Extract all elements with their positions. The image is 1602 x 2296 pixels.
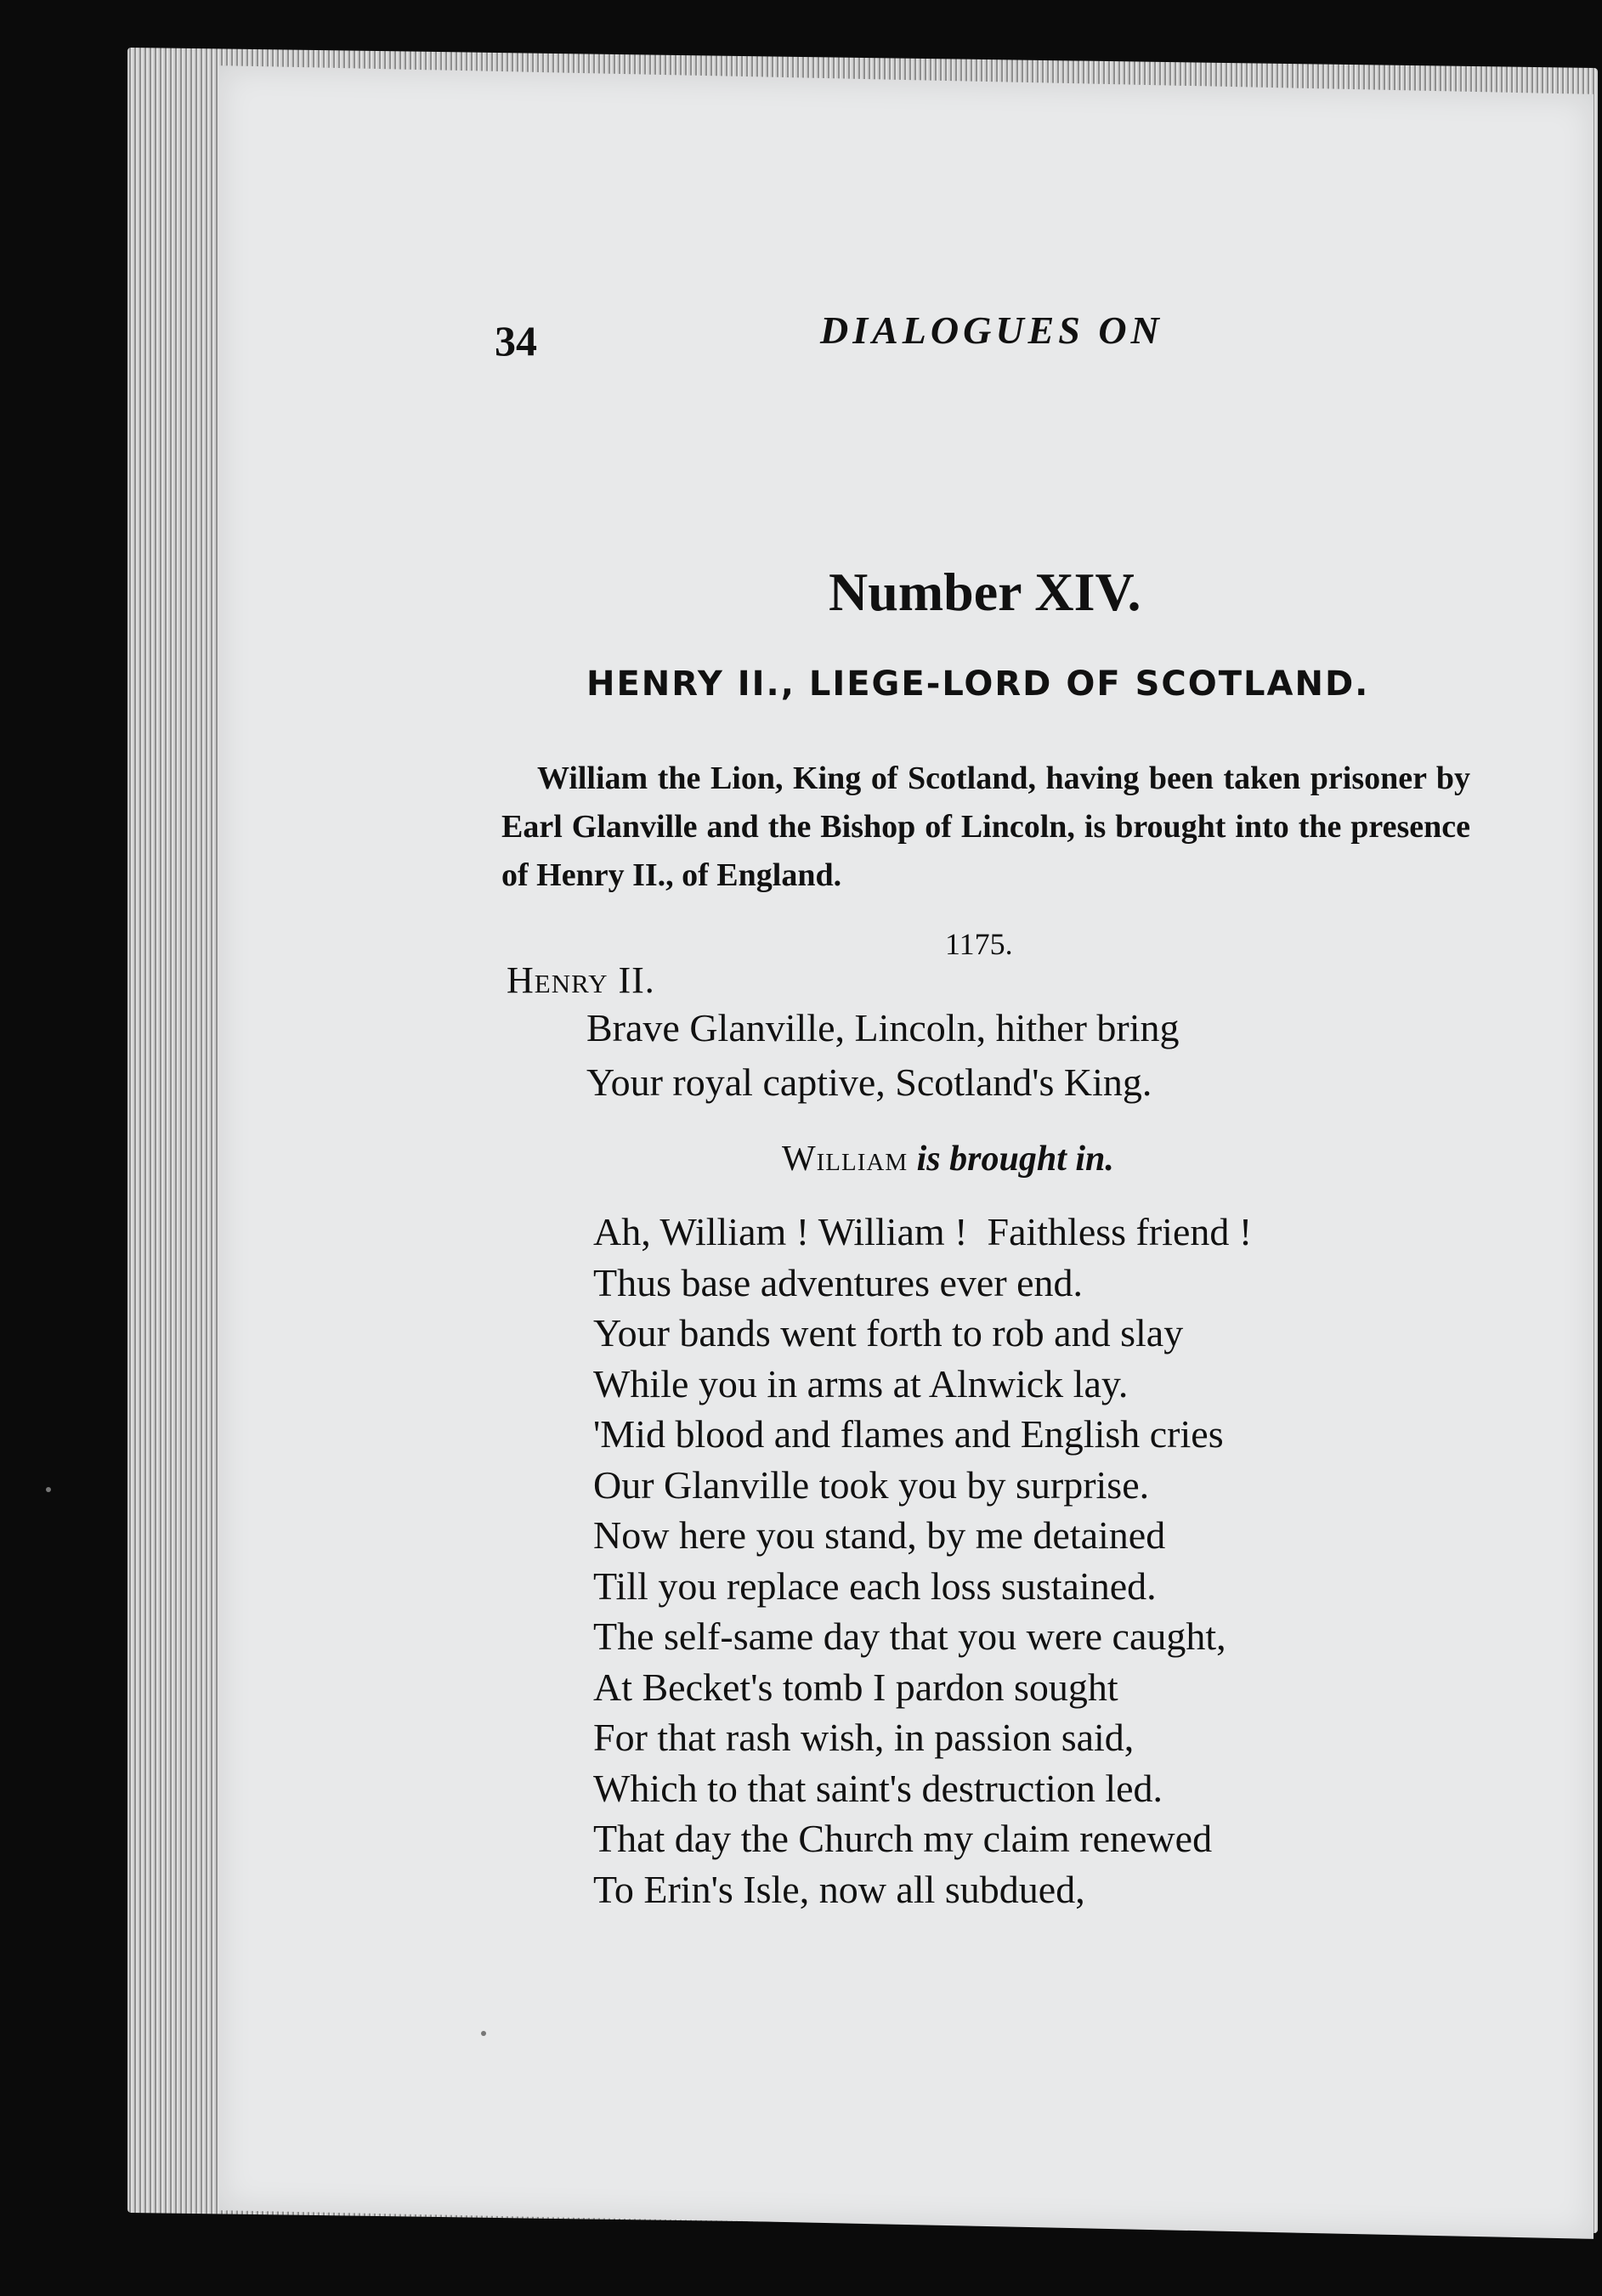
- verse-line: Thus base adventures ever end.: [593, 1260, 1084, 1304]
- page-number: 34: [495, 317, 537, 365]
- year-label: 1175.: [945, 927, 1013, 961]
- verse-line: For that rash wish, in passion said,: [593, 1716, 1135, 1759]
- verse-line: Your royal captive, Scotland's King.: [586, 1060, 1152, 1104]
- verse-line: That day the Church my claim renewed: [593, 1817, 1213, 1860]
- verse-line: At Becket's tomb I pardon sought: [593, 1665, 1118, 1709]
- verse-line: Your bands went forth to rob and slay: [593, 1311, 1184, 1354]
- verse-line: Now here you stand, by me detained: [593, 1513, 1166, 1557]
- verse-line: To Erin's Isle, now all subdued,: [593, 1867, 1085, 1911]
- opening-couplet: [586, 1001, 1179, 1110]
- verse-line: The self-same day that you were caught,: [593, 1615, 1226, 1658]
- verse-line: While you in arms at Alnwick lay.: [593, 1361, 1129, 1405]
- section-subtitle: HENRY II., LIEGE-LORD OF SCOTLAND.: [586, 664, 1370, 704]
- speaker-name: Henry II.: [507, 959, 655, 1001]
- verse-line: 'Mid blood and flames and English cries: [593, 1412, 1224, 1456]
- stage-direction-name: William: [782, 1140, 909, 1179]
- stage-direction-text: is brought in.: [916, 1140, 1114, 1179]
- verse-line: Our Glanville took you by surprise.: [593, 1462, 1150, 1507]
- verse-line: Which to that saint's destruction led.: [593, 1766, 1163, 1810]
- print-speck: [481, 2031, 486, 2036]
- section-number-title: Number XIV.: [829, 562, 1141, 622]
- running-head: DIALOGUES ON: [820, 308, 1163, 352]
- verse-block: [593, 1207, 1252, 1914]
- print-speck: [46, 1487, 51, 1492]
- verse-line: Brave Glanville, Lincoln, hither bring: [586, 1006, 1180, 1049]
- stage-direction: [782, 1139, 1114, 1179]
- intro-paragraph: William the Lion, King of Scotland, having been taken prisoner by Earl Glanville and the Bishop of Lincoln, is brought into the presence of Henry II., of England.: [501, 761, 1470, 893]
- verse-line: Till you replace each loss sustained.: [593, 1564, 1157, 1608]
- verse-line: Ah, William ! William ! Faithless friend !: [593, 1210, 1253, 1253]
